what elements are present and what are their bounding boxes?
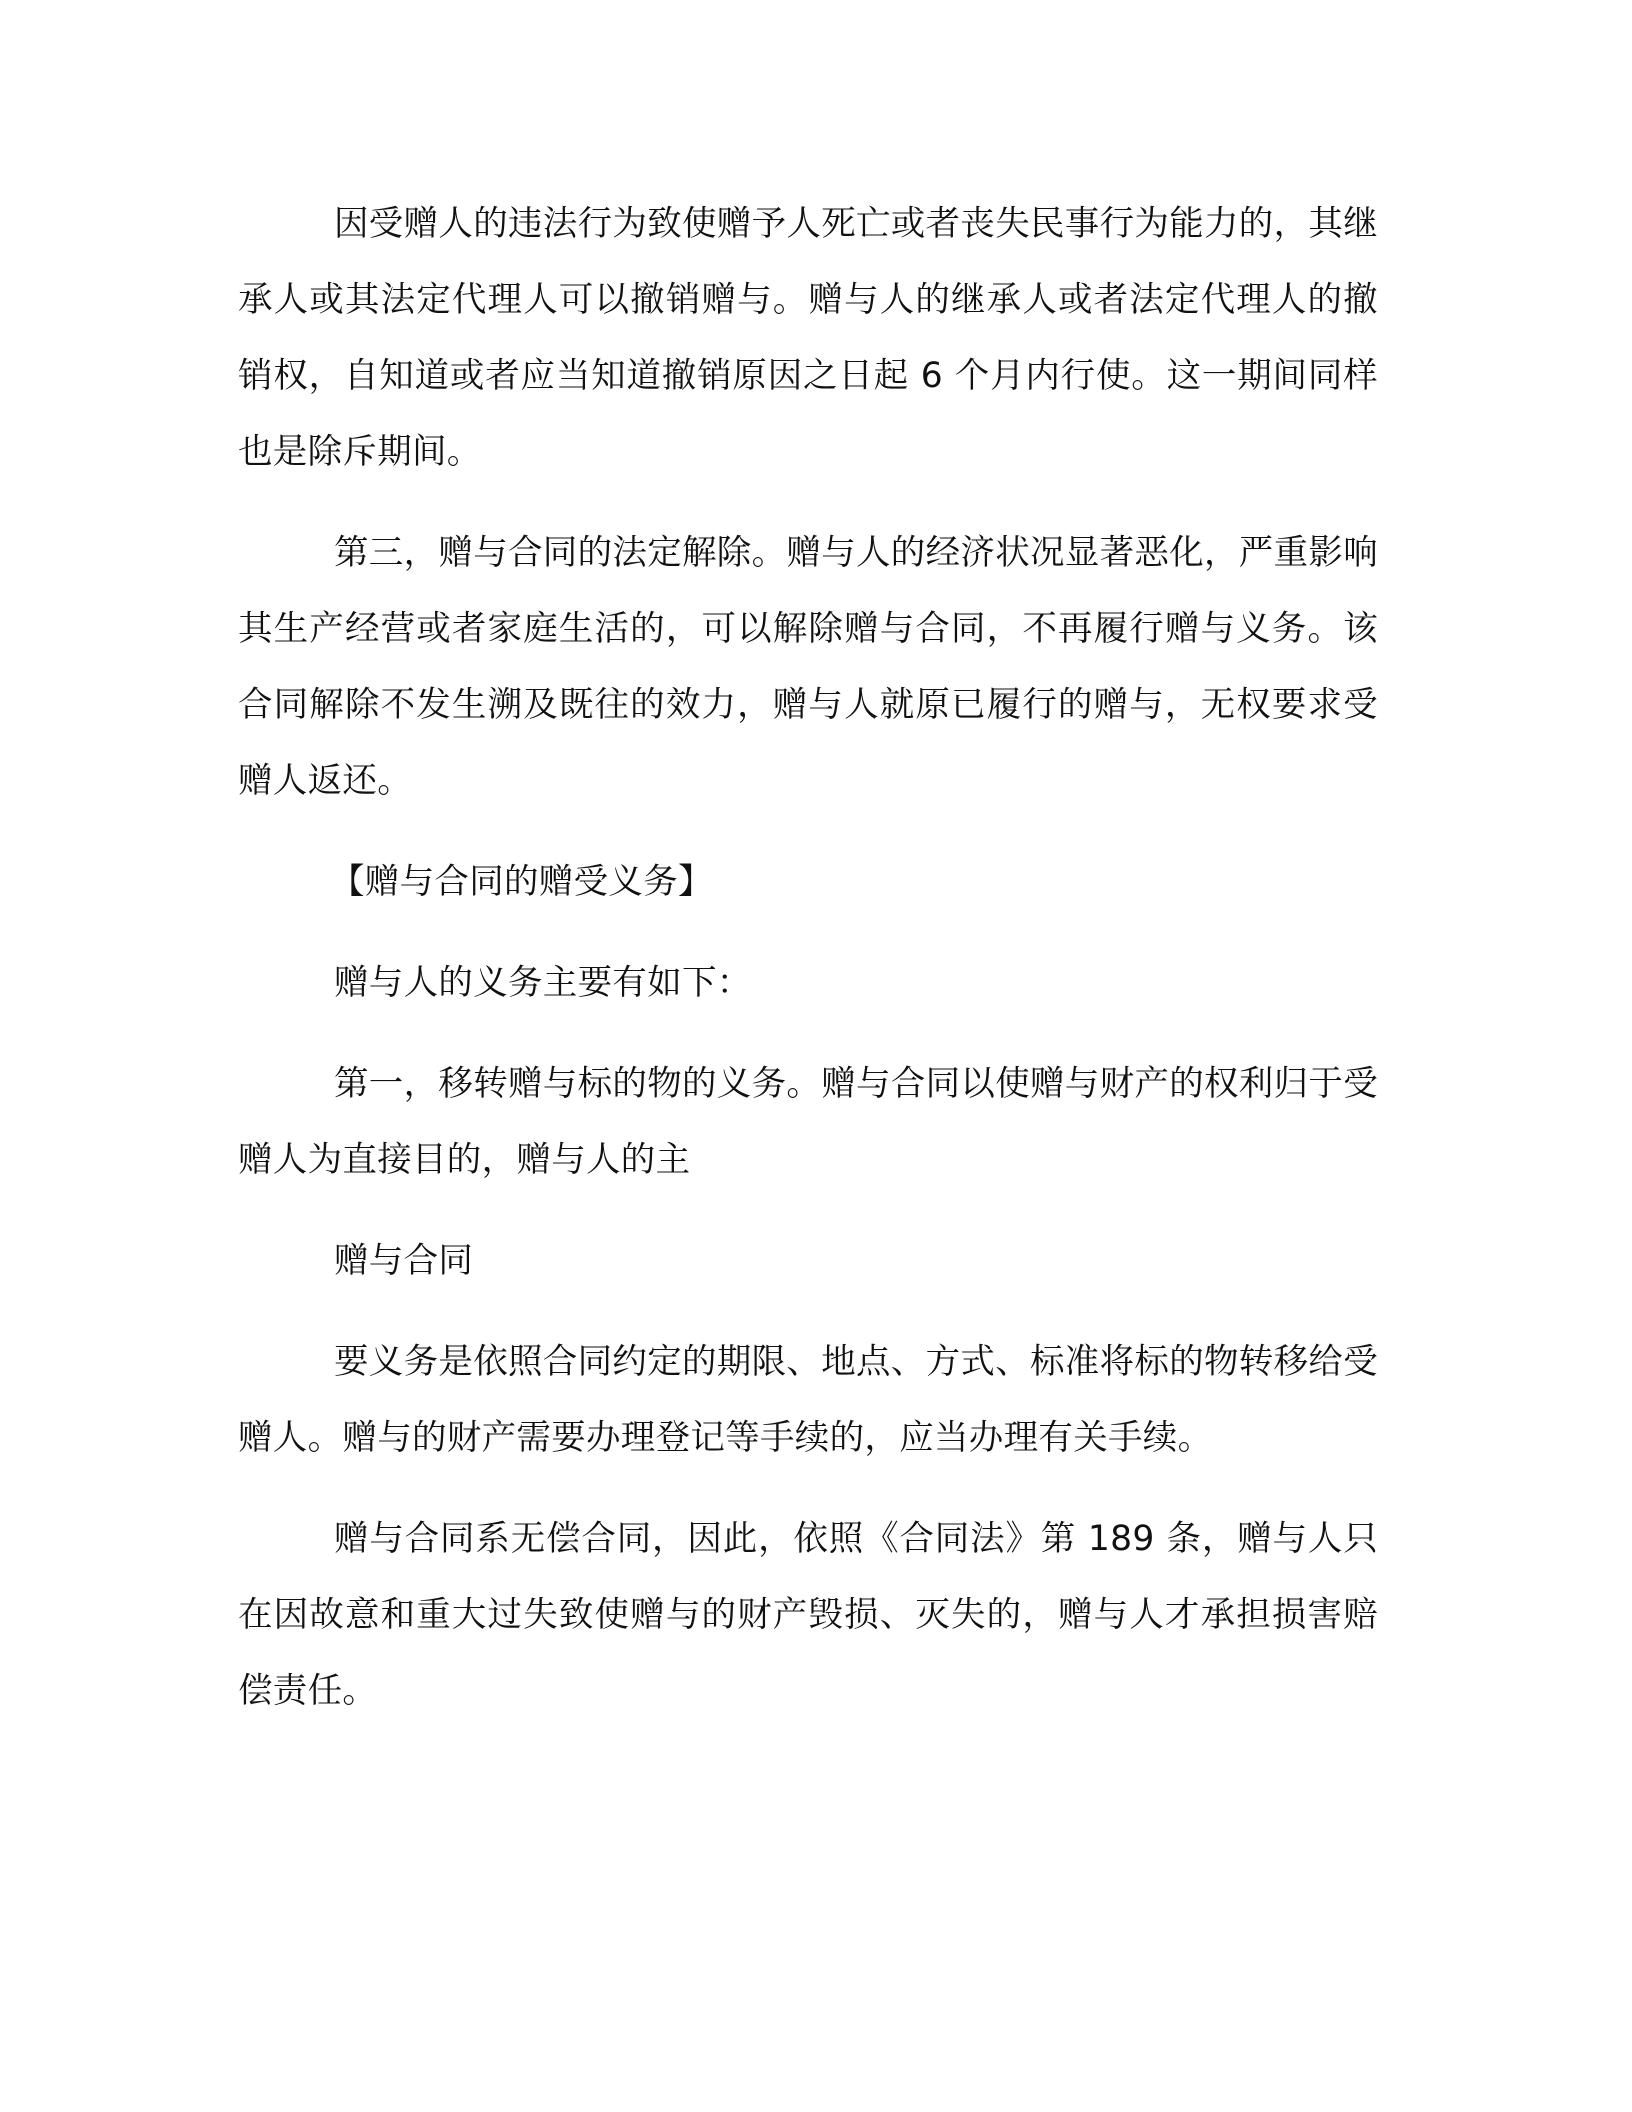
paragraph-statutory-rescission: 第三，赠与合同的法定解除。赠与人的经济状况显著恶化，严重影响其生产经营或者家庭生活的，可以解除赠与合同，不再履行赠与义务。该合同解除不发生溯及既往的效力，赠与人就原已履行的赠与，无权要求受赠人返还。: [238, 533, 1378, 801]
paragraph-main-obligation: 要义务是依照合同约定的期限、地点、方式、标准将标的物转移给受赠人。赠与的财产需要办理登记等手续的，应当办理有关手续。: [238, 1342, 1378, 1458]
section-heading: 【赠与合同的赠受义务】: [330, 862, 713, 902]
paragraph-revocation-by-heirs: 因受赠人的违法行为致使赠予人死亡或者丧失民事行为能力的，其继承人或其法定代理人可以撤销赠与。赠与人的继承人或者法定代理人的撤销权，自知道或者应当知道撤销原因之日起 6 个月内行使。这一期间同样也是除斥期间。: [238, 204, 1378, 472]
document-body: [238, 186, 1378, 1754]
paragraph-running-title: 赠与合同: [334, 1241, 474, 1281]
paragraph-donor-obligations-intro: 赠与人的义务主要有如下：: [334, 963, 752, 1003]
paragraph-liability: 赠与合同系无偿合同，因此，依照《合同法》第 189 条，赠与人只在因故意和重大过失致使赠与的财产毁损、灭失的，赠与人才承担损害赔偿责任。: [238, 1519, 1378, 1711]
paragraph-transfer-obligation: 第一，移转赠与标的物的义务。赠与合同以使赠与财产的权利归于受赠人为直接目的，赠与人的主: [238, 1064, 1378, 1180]
